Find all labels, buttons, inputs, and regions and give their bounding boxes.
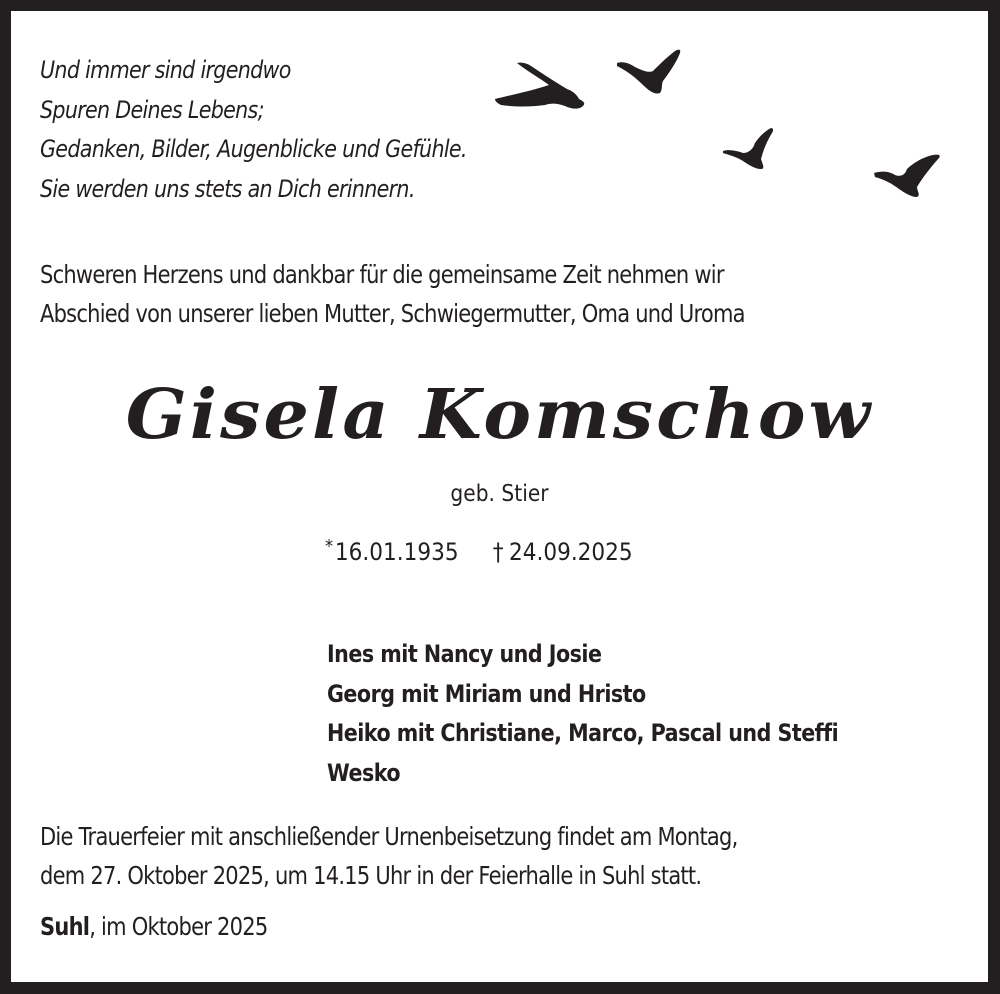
poem-line: Gedanken, Bilder, Augenblicke und Gefühle.: [40, 135, 467, 163]
goose-icon: [495, 63, 584, 109]
service-line: dem 27. Oktober 2025, um 14.15 Uhr in der Feierhalle in Suhl statt.: [40, 861, 702, 890]
family-mourners: [327, 635, 838, 793]
family-line: Ines mit Nancy und Josie: [327, 640, 602, 668]
intro-line: Schweren Herzens und dankbar für die gemeinsame Zeit nehmen wir: [40, 260, 724, 289]
place-and-date: [40, 912, 267, 941]
death-date: 24.09.2025: [508, 538, 633, 566]
publication-date: , im Oktober 2025: [89, 912, 268, 941]
funeral-service-info: [40, 817, 738, 895]
flying-geese-icon: [11, 11, 988, 211]
goose-icon: [723, 128, 773, 169]
life-dates: [325, 536, 633, 566]
death-cross-icon: †: [492, 538, 504, 566]
service-line: Die Trauerfeier mit anschließender Urnenbeisetzung findet am Montag,: [40, 822, 738, 851]
poem-line: Sie werden uns stets an Dich erinnern.: [40, 174, 415, 203]
birth-name: geb. Stier: [450, 481, 549, 507]
obituary-card: [11, 11, 988, 982]
poem-line: Spuren Deines Lebens;: [40, 95, 264, 124]
family-line: Heiko mit Christiane, Marco, Pascal und Steffi: [327, 719, 839, 747]
birth-date: 16.01.1935: [334, 538, 459, 566]
poem-line: Und immer sind irgendwo: [40, 56, 291, 84]
family-line: Georg mit Miriam und Hristo: [327, 679, 646, 708]
family-line: Wesko: [327, 758, 401, 787]
announcement-intro: [40, 255, 745, 333]
goose-icon: [617, 50, 680, 94]
intro-line: Abschied von unserer lieben Mutter, Schwiegermutter, Oma und Uroma: [40, 299, 745, 328]
place-name: Suhl: [40, 912, 90, 941]
goose-icon: [874, 155, 940, 197]
deceased-name: Gisela Komschow: [125, 375, 874, 455]
birth-star-icon: *: [325, 536, 334, 557]
